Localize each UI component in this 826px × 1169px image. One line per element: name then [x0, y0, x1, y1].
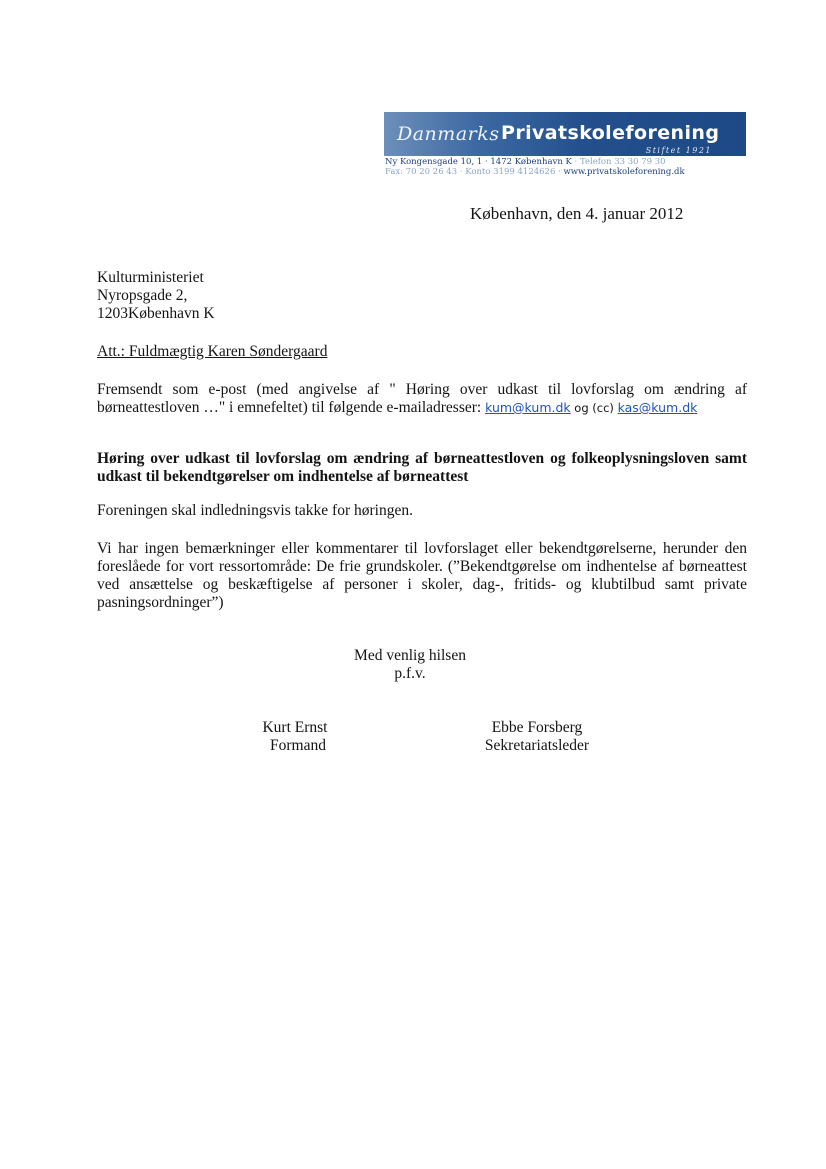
- intro-paragraph: [97, 381, 747, 417]
- organization-logo: [384, 112, 746, 156]
- letterhead-fax-account: Fax: 70 20 26 43 · Konto 3199 4124626 ·: [385, 167, 564, 177]
- closing-pfv: p.f.v.: [394, 665, 426, 682]
- letterhead-website: www.privatskoleforening.dk: [563, 167, 685, 177]
- subject-heading: Høring over udkast til lovforslag om ændring af børneattestloven og folkeoplysningsloven samt udkast til bekendtgørelser om indhentelse af børneattest: [97, 450, 747, 485]
- logo-word-danmarks: Danmarks: [397, 123, 500, 145]
- cc-label: og (cc): [570, 401, 618, 415]
- closing-greeting: Med venlig hilsen: [354, 647, 466, 664]
- remarks-paragraph: Vi har ingen bemærkninger eller kommentarer til lovforslaget eller bekendtgørelserne, herunder den foreslåede for vort ressortområde: De frie grundskoler. (”Bekendtgørelse om indhentelse af børneattest ved ansættelse og beskæftigelse af personer i skoler, dag-, fritids- og klubtilbud samt private pasningsordninger”): [97, 540, 747, 611]
- email-link-primary[interactable]: kum@kum.dk: [485, 400, 571, 415]
- signatory-title: Formand: [270, 737, 326, 754]
- letterhead-contact-line: [385, 167, 685, 177]
- intro-text: Fremsendt som e-post (med angivelse af " Høring over udkast til lovforslag om ændring af børneattestloven …" i emnefeltet) til følgende e-mailadresser:: [97, 381, 747, 416]
- thanks-paragraph: Foreningen skal indledningsvis takke for høringen.: [97, 502, 413, 519]
- letter-date: København, den 4. januar 2012: [470, 204, 684, 223]
- email-link-cc[interactable]: kas@kum.dk: [617, 400, 698, 415]
- logo-founded-year: Stiftet 1921: [645, 146, 712, 155]
- letterhead-address-line: [385, 157, 666, 167]
- signatory-name: Ebbe Forsberg: [491, 719, 583, 736]
- logo-word-privatskoleforening: Privatskoleforening: [501, 122, 720, 144]
- signatory-name: Kurt Ernst: [262, 719, 328, 736]
- recipient-name: Kulturministeriet: [97, 269, 204, 286]
- recipient-city: 1203København K: [97, 305, 215, 322]
- signatory-title: Sekretariatsleder: [484, 737, 590, 754]
- letterhead-phone: · Telefon 33 30 79 30: [571, 157, 666, 167]
- letterhead-address: Ny Kongensgade 10, 1 · 1472 København K: [385, 157, 572, 167]
- recipient-street: Nyropsgade 2,: [97, 287, 188, 304]
- attention-line: Att.: Fuldmægtig Karen Søndergaard: [97, 343, 328, 360]
